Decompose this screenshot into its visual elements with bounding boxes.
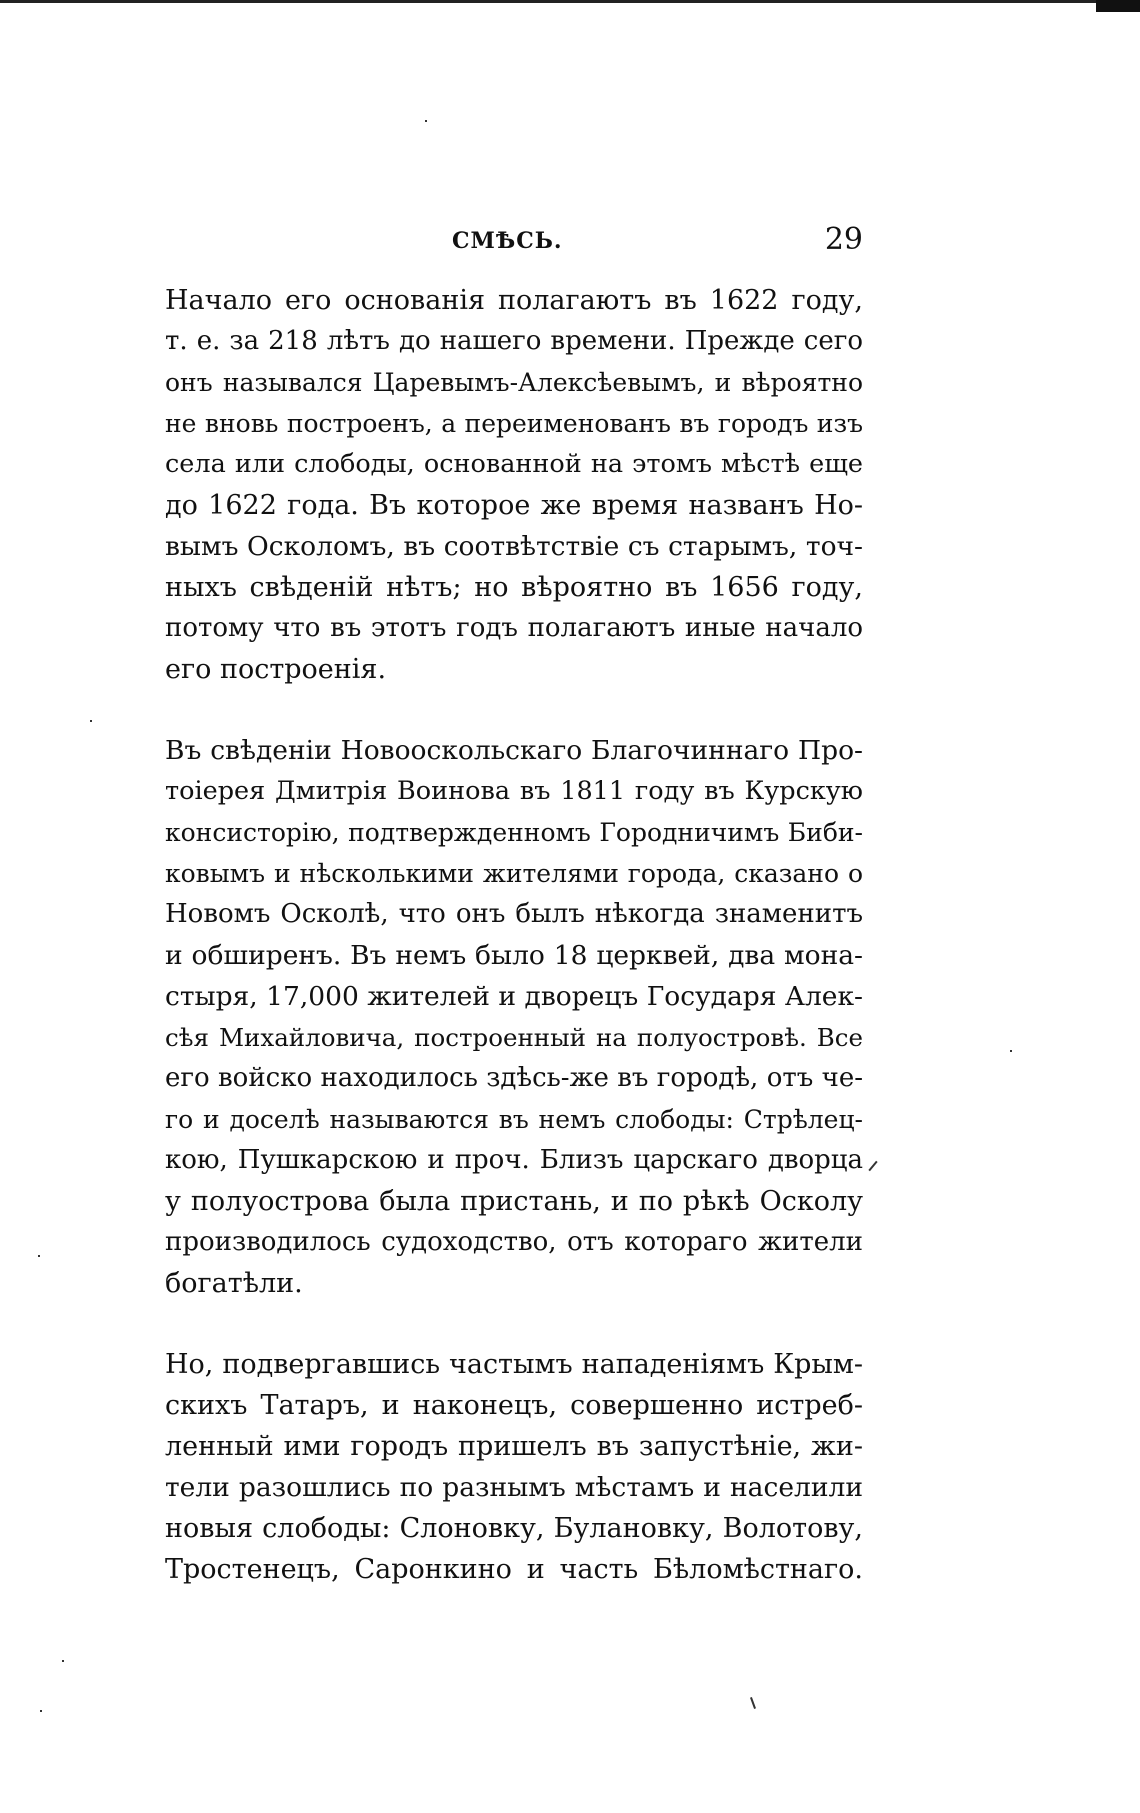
text-line: тоіерея Дмитрія Воинова въ 1811 году въ Курскую xyxy=(165,776,863,806)
text-line: новыя слободы: Слоновку, Булановку, Волотову, xyxy=(165,1513,863,1544)
text-line: производилось судоходство, отъ котораго жители xyxy=(165,1227,863,1257)
text-line: т. е. за 218 лѣтъ до нашего времени. Прежде сего xyxy=(165,326,863,356)
text-line: сѣя Михайловича, построенный на полуостровѣ. Все xyxy=(165,1023,863,1052)
text-line: тели разошлись по разнымъ мѣстамъ и населили xyxy=(165,1472,863,1503)
paragraph-1 xyxy=(165,280,863,690)
body-text xyxy=(165,280,863,1590)
text-line: у полуострова была пристань, и по рѣкѣ Осколу xyxy=(165,1186,863,1217)
paragraph-2 xyxy=(165,730,863,1304)
running-head: СМѢСЬ. xyxy=(452,228,563,254)
text-line: го и доселѣ называются въ немъ слободы: Стрѣлец- xyxy=(165,1105,863,1134)
text-line: не вновь построенъ, а переименованъ въ городъ изъ xyxy=(165,409,863,438)
text-line: кою, Пушкарскою и проч. Близъ царскаго дворца xyxy=(165,1145,863,1175)
scan-stroke xyxy=(868,1161,877,1171)
text-line: до 1622 года. Въ которое же время названъ Но- xyxy=(165,490,863,521)
text-line: ныхъ свѣденій нѣтъ; но вѣроятно въ 1656 году, xyxy=(165,572,863,603)
text-line: и обширенъ. Въ немъ было 18 церквей, два мона- xyxy=(165,940,863,971)
scan-speck xyxy=(62,1660,64,1662)
scan-speck xyxy=(38,1255,40,1257)
text-line: Начало его основанія полагаютъ въ 1622 году, xyxy=(165,285,863,316)
top-edge-rule xyxy=(0,0,1140,3)
text-line: скихъ Татаръ, и наконецъ, совершенно истреб- xyxy=(165,1390,863,1421)
text-line: села или слободы, основанной на этомъ мѣстѣ еще xyxy=(165,449,863,479)
page-number: 29 xyxy=(824,222,863,257)
text-line: его войско находилось здѣсь-же въ городѣ, отъ че- xyxy=(165,1063,863,1093)
text-line: вымъ Осколомъ, въ соотвѣтствіе съ старымъ, точ- xyxy=(165,531,863,562)
text-line: Новомъ Осколѣ, что онъ былъ нѣкогда знаменитъ xyxy=(165,899,863,929)
scan-speck xyxy=(425,120,427,122)
text-line: потому что въ этотъ годъ полагаютъ иные начало xyxy=(165,613,863,643)
text-line: ковымъ и нѣсколькими жителями города, сказано о xyxy=(165,859,863,888)
scan-stroke xyxy=(750,1697,756,1709)
paragraph-3 xyxy=(165,1344,863,1590)
text-line: Но, подвергавшись частымъ нападеніямъ Крым- xyxy=(165,1349,863,1380)
text-line: Тростенецъ, Саронкино и часть Бѣломѣстнаго. xyxy=(165,1554,863,1585)
text-line: Въ свѣденіи Новооскольскаго Благочиннаго Про- xyxy=(165,735,863,766)
text-line: богатѣли. xyxy=(165,1268,303,1299)
top-edge-mark xyxy=(1096,0,1140,12)
text-line: его построенія. xyxy=(165,654,387,685)
scan-speck xyxy=(1010,1050,1012,1052)
text-line: ленный ими городъ пришелъ въ запустѣніе, жи- xyxy=(165,1431,863,1462)
text-line: стыря, 17,000 жителей и дворецъ Государя Алек- xyxy=(165,981,863,1012)
text-line: консисторію, подтвержденномъ Городничимъ Биби- xyxy=(165,818,863,847)
scan-speck xyxy=(90,720,92,722)
scan-speck xyxy=(40,1710,42,1712)
page-header xyxy=(165,222,863,262)
text-line: онъ назывался Царевымъ-Алексѣевымъ, и вѣроятно xyxy=(165,368,863,397)
